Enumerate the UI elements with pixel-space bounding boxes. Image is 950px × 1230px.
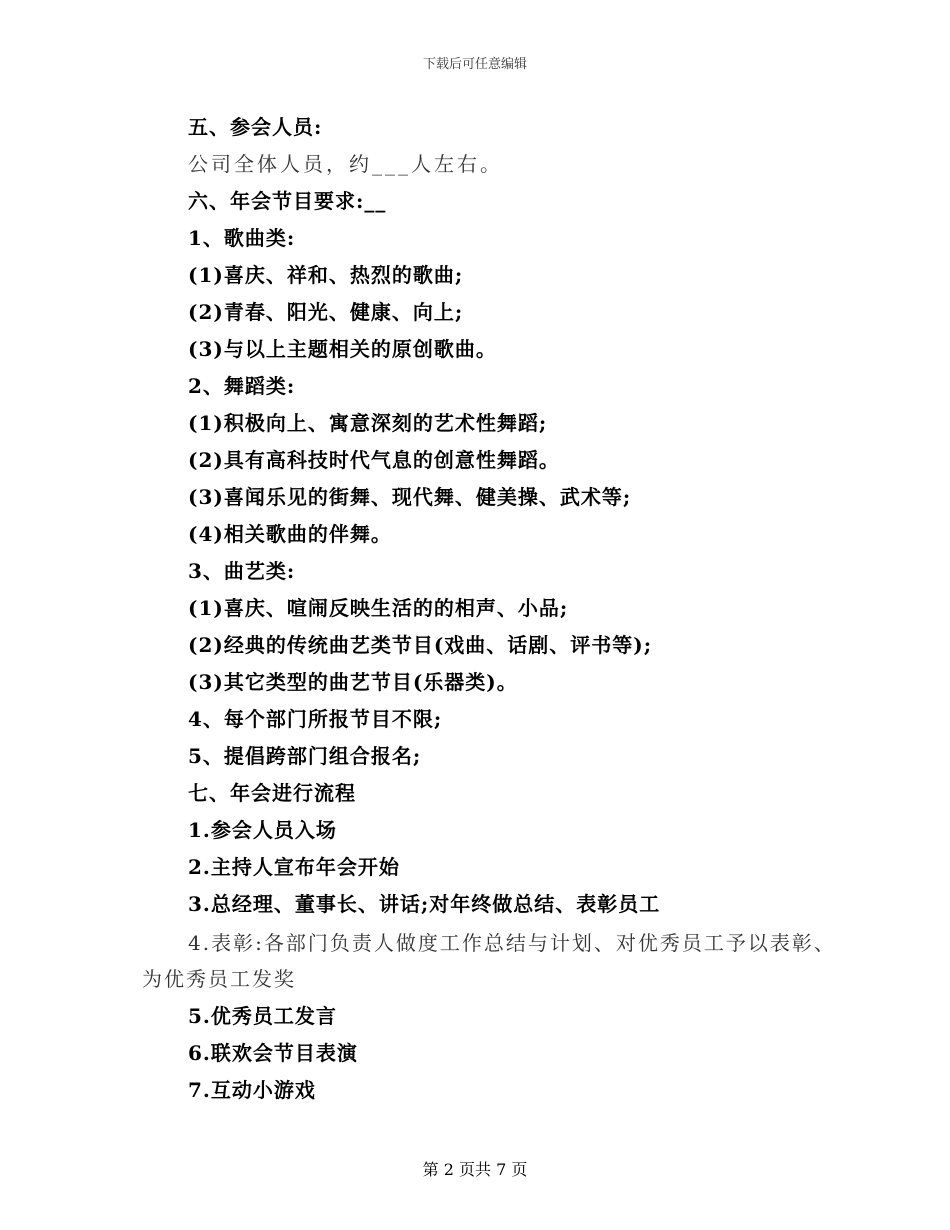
attendees-text: 公司全体人员，约___人左右。 (188, 152, 503, 176)
section-heading-program-requirements: 六、年会节目要求:__ (188, 189, 387, 213)
dance-item-1: (1)积极向上、寓意深刻的艺术性舞蹈; (188, 411, 548, 435)
dance-item-4: (4)相关歌曲的伴舞。 (188, 522, 392, 546)
folk-art-item-2: (2)经典的传统曲艺类节目(戏曲、话剧、评书等); (188, 633, 653, 657)
process-step-3: 3.总经理、董事长、讲话;对年终做总结、表彰员工 (188, 892, 661, 916)
dance-item-3: (3)喜闻乐见的街舞、现代舞、健美操、武术等; (188, 485, 632, 509)
page-header: 下载后可任意编辑 (422, 57, 527, 72)
process-step-2: 2.主持人宣布年会开始 (188, 855, 400, 879)
category-dance: 2、舞蹈类: (188, 374, 296, 398)
category-folk-art: 3、曲艺类: (188, 559, 296, 583)
cross-department-rule: 5、提倡跨部门组合报名; (188, 744, 422, 768)
folk-art-item-3: (3)其它类型的曲艺节目(乐器类)。 (188, 670, 518, 694)
folk-art-item-1: (1)喜庆、喧闹反映生活的的相声、小品; (188, 596, 569, 620)
process-step-7: 7.互动小游戏 (188, 1078, 316, 1102)
section-heading-process: 七、年会进行流程 (188, 781, 356, 805)
dance-item-2: (2)具有高科技时代气息的创意性舞蹈。 (188, 448, 560, 472)
songs-item-2: (2)青春、阳光、健康、向上; (188, 300, 464, 324)
songs-item-1: (1)喜庆、祥和、热烈的歌曲; (188, 263, 464, 287)
songs-item-3: (3)与以上主题相关的原创歌曲。 (188, 337, 497, 361)
process-step-4: 4.表彰:各部门负责人做度工作总结与计划、对优秀员工予以表彰、 (188, 931, 836, 955)
process-step-4-continued: 为优秀员工发奖 (142, 967, 296, 991)
department-program-rule: 4、每个部门所报节目不限; (188, 707, 443, 731)
process-step-6: 6.联欢会节目表演 (188, 1041, 358, 1065)
process-step-1: 1.参会人员入场 (188, 818, 337, 842)
page-footer: 第 2 页共 7 页 (422, 1160, 528, 1179)
category-songs: 1、歌曲类: (188, 226, 296, 250)
process-step-5: 5.优秀员工发言 (188, 1004, 337, 1028)
section-heading-attendees: 五、参会人员: (188, 115, 323, 139)
